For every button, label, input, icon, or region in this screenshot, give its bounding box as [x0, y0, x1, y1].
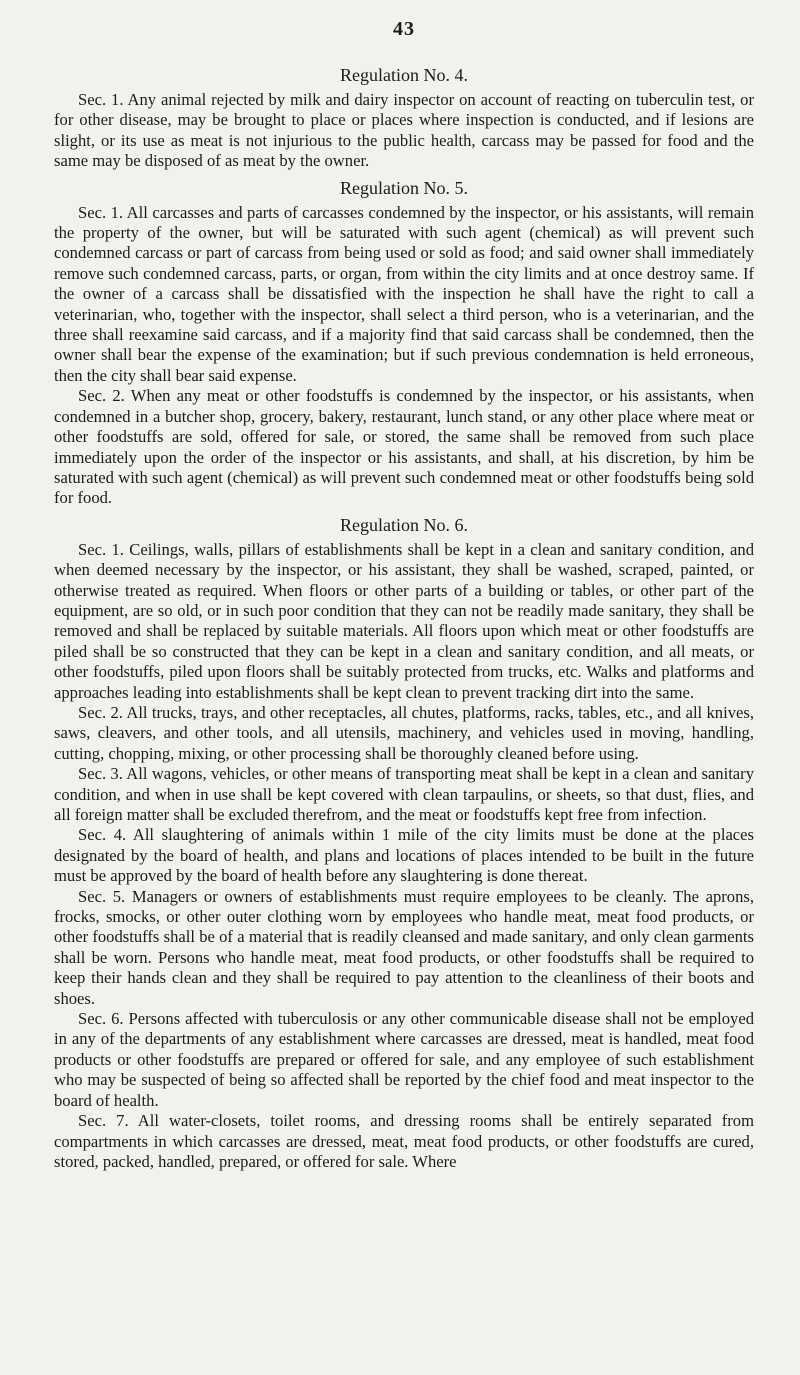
regulation-heading: Regulation No. 4.: [340, 65, 468, 85]
section-paragraph: Sec. 1. All carcasses and parts of carcasses condemned by the inspector, or his assistants, will remain the property of the owner, but will be saturated with such agent (chemical) as will prevent such condemned carcass or part of carcass from being used or sold as food; and said owner shall immediately remove such condemned carcass, parts, or organ, from within the city limits and at once destroy same. If the owner of a carcass shall be dissatisfied with the inspection he shall have the right to call a veterinarian, who, together with the inspector, shall select a third person, who is a veterinarian, and the three shall reexamine said carcass, and if a majority find that said carcass shall be condemned, then the owner shall bear the expense of the examination; but if such previous condemnation is held erroneous, then the city shall bear said expense.: [54, 202, 754, 385]
section-paragraph: Sec. 2. When any meat or other foodstuffs is condemned by the inspector, or his assistants, when condemned in a butcher shop, grocery, bakery, restaurant, lunch stand, or any other place where meat or other foodstuffs are sold, offered for sale, or stored, the same shall be removed from such place immediately upon the order of the inspector or his assistants, and shall, at his discretion, by him be saturated with such agent (chemical) as will prevent such condemned meat or other foodstuffs being sold for food.: [54, 386, 754, 508]
section-paragraph: Sec. 1. Any animal rejected by milk and dairy inspector on account of reacting on tuberculin test, or for other disease, may be brought to place or places where inspection is conducted, and if lesions are slight, or its use as meat is not injurious to the public health, carcass may be passed for food and the same may be disposed of as meat by the owner.: [54, 90, 754, 171]
section-paragraph: Sec. 1. Ceilings, walls, pillars of establishments shall be kept in a clean and sanitary condition, and when deemed necessary by the inspector, or his assistant, they shall be washed, scraped, painted, or otherwise treated as required. When floors or other parts of a building or tables, or other part of the equipment, are so old, or in such poor condition that they can not be readily made sanitary, they shall be removed and shall be replaced by suitable materials. All floors upon which meat or other foodstuffs are piled shall be so constructed that they can be kept in a clean and sanitary condition, and all meats, or other foodstuffs, piled upon floors shall be suitably protected from trucks, etc. Walks and platforms and approaches leading into establishments shall be kept clean to prevent tracking dirt into the same.: [54, 539, 754, 702]
regulation-5: [54, 178, 754, 509]
section-paragraph: Sec. 2. All trucks, trays, and other receptacles, all chutes, platforms, racks, tables, etc., and all knives, saws, cleavers, and other tools, and all utensils, machinery, and vehicles used in moving, handling, cutting, chopping, mixing, or other processing shall be thoroughly cleaned before using.: [54, 702, 754, 763]
section-paragraph: Sec. 6. Persons affected with tuberculosis or any other communicable disease shall not be employed in any of the departments of any establishment where carcasses are dressed, meat is handled, meat food products or other foodstuffs are prepared or offered for sale, and any employee of such establishment who may be suspected of being so affected shall be reported by the chief food and meat inspector to the board of health.: [54, 1009, 754, 1110]
section-paragraph: Sec. 7. All water-closets, toilet rooms, and dressing rooms shall be entirely separated from compartments in which carcasses are dressed, meat, meat food products, or other foodstuffs are cured, stored, packed, handled, prepared, or offered for sale. Where: [54, 1111, 754, 1171]
section-paragraph: Sec. 5. Managers or owners of establishments must require employees to be cleanly. The aprons, frocks, smocks, or other outer clothing worn by employees who handle meat, meat food products, or other foodstuffs shall be of a material that is readily cleansed and made sanitary, and only clean garments shall be worn. Persons who handle meat, meat food products, or other foodstuffs shall be required to keep their hands clean and they shall be required to pay attention to the cleanliness of their boots and shoes.: [54, 886, 754, 1008]
regulation-6: [54, 515, 754, 1173]
section-paragraph: Sec. 3. All wagons, vehicles, or other means of transporting meat shall be kept in a clean and sanitary condition, and when in use shall be kept covered with clean tarpaulins, or sheets, so that dust, flies, and all foreign matter shall be excluded therefrom, and the meat or foodstuffs kept free from infection.: [54, 764, 754, 824]
regulation-heading: Regulation No. 5.: [340, 177, 468, 198]
section-paragraph: Sec. 4. All slaughtering of animals within 1 mile of the city limits must be done at the places designated by the board of health, and plans and locations of places intended to be built in the future must be approved by the board of health before any slaughtering is done thereat.: [54, 825, 754, 886]
regulation-heading: Regulation No. 6.: [340, 514, 468, 535]
page-number: 43: [393, 18, 415, 40]
regulation-4: [54, 65, 754, 172]
